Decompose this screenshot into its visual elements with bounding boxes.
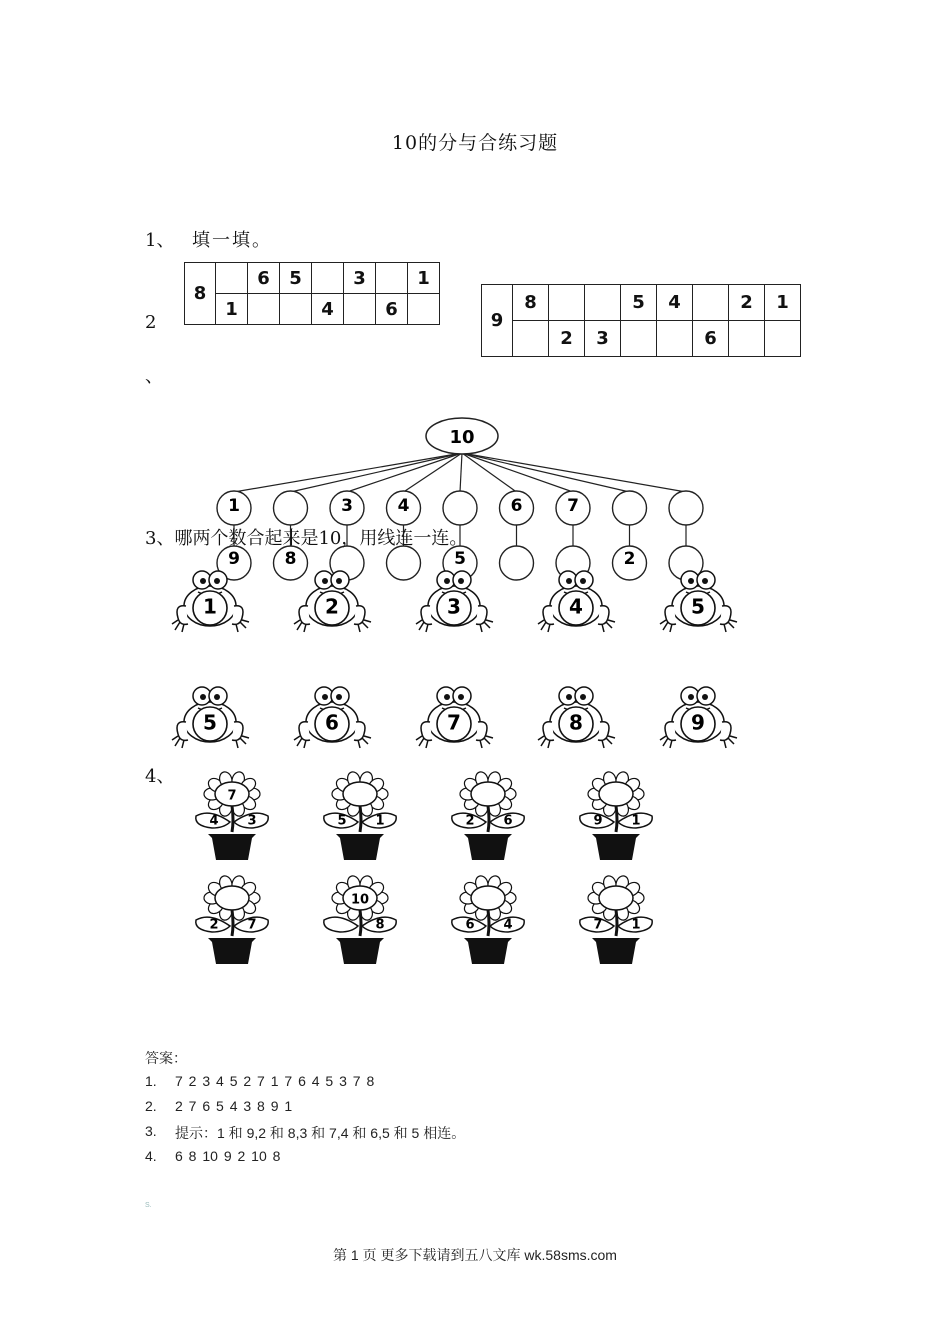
table-cell-head: 9 xyxy=(482,285,513,357)
table-cell[interactable] xyxy=(312,263,344,294)
frog-row-bottom xyxy=(170,684,750,754)
table-cell[interactable] xyxy=(248,294,280,325)
flower-right-number: 6 xyxy=(503,813,513,829)
page-title: 10的分与合练习题 xyxy=(391,132,559,154)
frog-number: 4 xyxy=(569,594,583,619)
table-cell[interactable]: 1 xyxy=(408,263,440,294)
table-cell[interactable] xyxy=(376,263,408,294)
flower-top-number: 7 xyxy=(227,788,237,804)
flower-left-number: 6 xyxy=(465,917,475,933)
question-3-text: 3、哪两个数合起来是10，用线连一连。 xyxy=(145,528,468,549)
flower-pot-icon[interactable] xyxy=(324,770,396,860)
answer-2-text: 2 7 6 5 4 3 8 9 1 xyxy=(175,1098,293,1114)
tree-lower-number: 8 xyxy=(284,549,297,569)
answers-heading: 答案： xyxy=(145,1050,187,1066)
tree-upper-circle[interactable] xyxy=(613,491,647,525)
flower-left-number: 2 xyxy=(209,917,219,933)
answer-3-number: 3. xyxy=(145,1123,157,1139)
flower-pot-icon[interactable] xyxy=(580,874,652,964)
table-cell[interactable]: 1 xyxy=(765,285,801,321)
table-cell[interactable]: 3 xyxy=(344,263,376,294)
frog-icon[interactable] xyxy=(538,571,615,632)
flower-pot-icon[interactable] xyxy=(196,770,268,860)
page-footer: 第 1 页 更多下载请到五八文库 wk.58sms.com xyxy=(333,1247,617,1263)
answer-1-text: 7 2 3 4 5 2 7 1 7 6 4 5 3 7 8 xyxy=(175,1073,375,1089)
frog-number: 5 xyxy=(691,594,705,619)
tree-lower-number: 2 xyxy=(623,549,636,569)
frog-icon[interactable] xyxy=(294,687,371,748)
frog-icon[interactable] xyxy=(660,571,737,632)
flower-grid-svg xyxy=(190,770,690,970)
table-cell[interactable] xyxy=(585,285,621,321)
flower-right-number: 7 xyxy=(247,917,257,933)
frog-row-top xyxy=(170,568,750,638)
flower-right-number: 1 xyxy=(375,813,385,829)
tree-upper-circle[interactable] xyxy=(274,491,308,525)
split-table-9 xyxy=(481,284,801,357)
frog-icon[interactable] xyxy=(538,687,615,748)
tree-upper-number: 6 xyxy=(510,496,523,516)
flower-right-number: 8 xyxy=(375,917,385,933)
frog-icon[interactable] xyxy=(172,687,249,748)
tree-upper-number: 4 xyxy=(397,496,410,516)
tree-lower-number: 5 xyxy=(454,549,466,569)
question-1-number: 1、 xyxy=(145,230,175,251)
answer-4-number: 4. xyxy=(145,1148,157,1164)
table-cell[interactable] xyxy=(280,294,312,325)
table-cell[interactable] xyxy=(344,294,376,325)
frog-icon[interactable] xyxy=(294,571,371,632)
frog-number: 9 xyxy=(691,710,705,735)
table-cell[interactable]: 6 xyxy=(376,294,408,325)
frog-row-bottom-svg xyxy=(170,684,750,754)
tree-upper-circle[interactable] xyxy=(669,491,703,525)
split-table-8 xyxy=(184,262,440,325)
flower-right-number: 1 xyxy=(631,813,641,829)
table-cell[interactable] xyxy=(765,321,801,357)
answer-1-number: 1. xyxy=(145,1073,157,1089)
small-mark: S. xyxy=(145,1202,152,1209)
question-2-comma: 、 xyxy=(145,366,163,387)
flower-left-number: 4 xyxy=(209,813,219,829)
question-2-number: 2 xyxy=(145,312,157,333)
question-4-number: 4、 xyxy=(145,766,175,787)
table-cell[interactable]: 1 xyxy=(216,294,248,325)
frog-number: 1 xyxy=(203,594,217,619)
table-cell[interactable]: 6 xyxy=(693,321,729,357)
table-cell[interactable]: 3 xyxy=(585,321,621,357)
answer-2-number: 2. xyxy=(145,1098,157,1114)
tree-upper-number: 7 xyxy=(567,496,579,516)
tree-upper-circle[interactable] xyxy=(443,491,477,525)
table-cell[interactable] xyxy=(693,285,729,321)
tree-lower-number: 9 xyxy=(228,549,240,569)
flower-left-number: 9 xyxy=(593,813,603,829)
table-cell[interactable] xyxy=(621,321,657,357)
table-cell-head: 8 xyxy=(185,263,216,325)
frog-row-top-svg xyxy=(170,568,750,638)
flower-pot-icon[interactable] xyxy=(452,874,524,964)
frog-number: 2 xyxy=(325,594,339,619)
answer-4-text: 6 8 10 9 2 10 8 xyxy=(175,1148,281,1164)
frog-icon[interactable] xyxy=(660,687,737,748)
flower-pot-icon[interactable] xyxy=(452,770,524,860)
table-cell[interactable] xyxy=(216,263,248,294)
table-cell[interactable]: 4 xyxy=(312,294,344,325)
table-cell[interactable] xyxy=(513,321,549,357)
flower-pot-icon[interactable] xyxy=(196,874,268,964)
frog-number: 8 xyxy=(569,710,583,735)
table-cell[interactable] xyxy=(408,294,440,325)
table-cell[interactable] xyxy=(729,321,765,357)
flower-left-number: 5 xyxy=(337,813,347,829)
frog-number: 7 xyxy=(447,710,461,735)
table-cell[interactable] xyxy=(657,321,693,357)
table-cell[interactable]: 4 xyxy=(657,285,693,321)
frog-number: 6 xyxy=(325,710,339,735)
table-cell[interactable]: 6 xyxy=(248,263,280,294)
flower-right-number: 1 xyxy=(631,917,641,933)
flower-right-number: 4 xyxy=(503,917,513,933)
tree-upper-number: 3 xyxy=(341,496,353,516)
table-cell[interactable] xyxy=(549,285,585,321)
number-bond-tree xyxy=(205,415,725,585)
flower-left-number: 7 xyxy=(593,917,603,933)
table-cell[interactable]: 8 xyxy=(513,285,549,321)
flower-right-number: 3 xyxy=(247,813,257,829)
flower-grid xyxy=(190,770,690,970)
flower-left-number: 2 xyxy=(465,813,475,829)
table-cell[interactable]: 2 xyxy=(729,285,765,321)
frog-icon[interactable] xyxy=(416,571,493,632)
table-cell[interactable]: 5 xyxy=(621,285,657,321)
table-cell[interactable]: 2 xyxy=(549,321,585,357)
frog-number: 3 xyxy=(447,594,461,619)
frog-number: 5 xyxy=(203,710,217,735)
tree-root-number: 10 xyxy=(449,427,475,448)
question-1-text: 填一填。 xyxy=(192,230,272,251)
answer-3-text: 提示：1 和 9,2 和 8,3 和 7,4 和 6,5 和 5 相连。 xyxy=(175,1125,466,1141)
frog-icon[interactable] xyxy=(416,687,493,748)
frog-icon[interactable] xyxy=(172,571,249,632)
flower-pot-icon[interactable] xyxy=(580,770,652,860)
table-cell[interactable]: 5 xyxy=(280,263,312,294)
flower-top-number: 10 xyxy=(350,892,370,908)
flower-pot-icon[interactable] xyxy=(324,874,396,964)
tree-upper-number: 1 xyxy=(228,496,240,516)
